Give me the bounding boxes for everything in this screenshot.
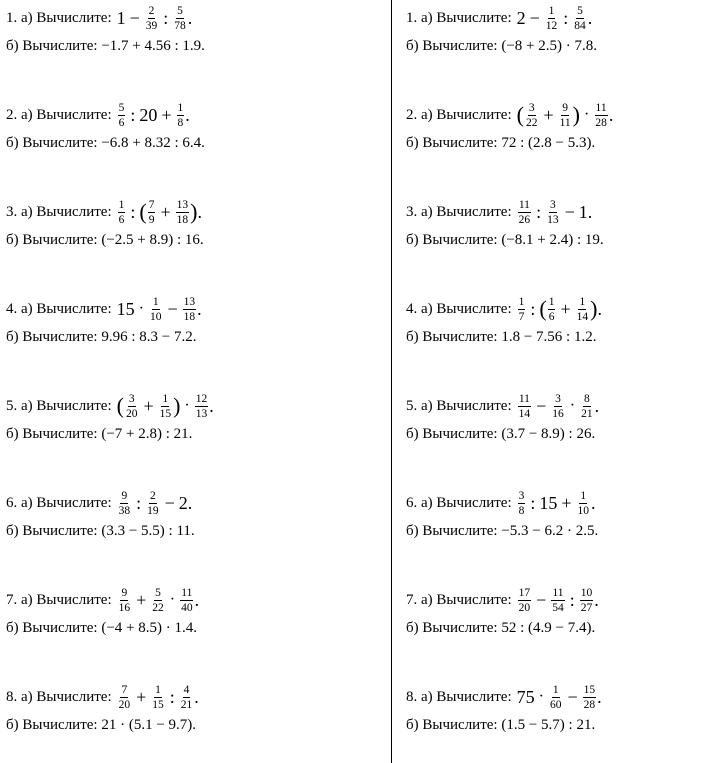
number: 1.: [578, 202, 593, 222]
task-part-a: [406, 295, 602, 323]
operator: :: [130, 105, 136, 125]
number: .: [197, 202, 202, 222]
parenthesis: (: [516, 102, 524, 127]
fraction-denominator: 13: [195, 407, 208, 420]
task-part-a: [6, 489, 192, 517]
fraction: [195, 393, 209, 420]
fraction: [576, 296, 590, 323]
column-divider: [391, 0, 392, 763]
task-label: 2. а) Вычислите:: [406, 107, 512, 123]
operator: −: [536, 396, 547, 416]
fraction-denominator: 11: [559, 116, 571, 129]
task-part-a: [406, 101, 613, 129]
fraction: [518, 490, 526, 517]
variant-right-column: [406, 0, 700, 763]
operator: +: [543, 105, 554, 125]
fraction-numerator: 3: [550, 198, 556, 211]
math-expression: [117, 199, 202, 226]
fraction-numerator: 8: [583, 392, 590, 405]
multiply-operator: ·: [169, 591, 176, 608]
fraction-numerator: 3: [518, 489, 525, 502]
fraction-denominator: 39: [145, 19, 158, 32]
operator: :: [530, 493, 536, 513]
fraction-numerator: 1: [162, 392, 169, 405]
fraction-numerator: 7: [148, 198, 155, 211]
fraction-numerator: 2: [150, 489, 156, 502]
fraction: [145, 5, 159, 32]
task-label: 3. а) Вычислите:: [6, 204, 112, 220]
fraction-denominator: 8: [177, 116, 184, 129]
fraction-numerator: 9: [121, 489, 128, 502]
operator: −: [164, 493, 175, 513]
fraction-denominator: 22: [152, 601, 164, 614]
number: .: [587, 8, 593, 28]
task-part-b: б) Вычислите: (3.7 − 8.9) : 26.: [406, 426, 596, 442]
fraction: [518, 296, 526, 323]
task-part-a: [406, 586, 599, 614]
operator: −: [529, 8, 540, 28]
fraction: [551, 587, 565, 614]
task-label: 6. а) Вычислите:: [6, 495, 112, 511]
fraction-denominator: 26: [518, 213, 531, 226]
fraction: [549, 684, 563, 711]
fraction-denominator: 60: [549, 698, 562, 711]
task-label: 7. а) Вычислите:: [406, 592, 512, 608]
fraction: [176, 199, 190, 226]
fraction-numerator: 15: [583, 683, 596, 696]
task-part-b: б) Вычислите: −1.7 + 4.56 : 1.9.: [6, 38, 205, 54]
task-label: 4. а) Вычислите:: [406, 301, 512, 317]
fraction: [580, 393, 594, 420]
task-part-b: б) Вычислите: (−7 + 2.8) : 21.: [6, 426, 193, 442]
fraction: [548, 296, 556, 323]
multiply-operator: ·: [569, 397, 576, 414]
fraction-denominator: 38: [118, 504, 131, 517]
fraction: [159, 393, 173, 420]
parenthesis: ): [190, 199, 198, 224]
fraction-numerator: 1: [152, 295, 159, 308]
task-part-b: б) Вычислите: −6.8 + 8.32 : 6.4.: [6, 135, 205, 151]
fraction-denominator: 9: [148, 213, 155, 226]
math-expression: [517, 684, 602, 711]
task-label: 8. а) Вычислите:: [406, 689, 512, 705]
fraction-numerator: 1: [579, 295, 586, 308]
number: .: [194, 687, 199, 707]
math-expression: [117, 490, 193, 517]
fraction-denominator: 19: [147, 504, 159, 517]
operator: :: [563, 8, 569, 28]
fraction-denominator: 27: [580, 601, 593, 614]
fraction-denominator: 14: [576, 310, 589, 323]
fraction-denominator: 20: [118, 698, 131, 711]
operator: +: [161, 105, 172, 125]
number: .: [597, 687, 602, 707]
operator: :: [169, 687, 175, 707]
operator: :: [163, 8, 169, 28]
task-part-b: б) Вычислите: (1.5 − 5.7) : 21.: [406, 717, 596, 733]
multiply-operator: ·: [538, 688, 544, 705]
fraction: [118, 102, 126, 129]
operator: +: [560, 299, 571, 319]
fraction-numerator: 10: [580, 586, 593, 599]
task-part-b: б) Вычислите: 72 : (2.8 − 5.3).: [406, 135, 596, 151]
fraction: [525, 102, 539, 129]
task-part-b: б) Вычислите: 9.96 : 8.3 − 7.2.: [6, 329, 197, 345]
task-part-a: [6, 586, 199, 614]
fraction-numerator: 5: [577, 4, 583, 17]
fraction-numerator: 3: [128, 392, 135, 405]
fraction-numerator: 11: [181, 586, 193, 599]
fraction: [546, 199, 560, 226]
fraction-denominator: 20: [518, 601, 531, 614]
fraction: [148, 199, 156, 226]
math-expression: [517, 296, 602, 323]
operator: :: [569, 590, 575, 610]
fraction-numerator: 12: [195, 392, 208, 405]
fraction: [173, 5, 187, 32]
number: .: [594, 590, 599, 610]
fraction-numerator: 1: [548, 295, 555, 308]
fraction: [518, 199, 532, 226]
fraction: [559, 102, 572, 129]
operator: +: [561, 493, 572, 513]
task-label: 8. а) Вычислите:: [6, 689, 112, 705]
fraction-denominator: 20: [125, 407, 138, 420]
fraction: [180, 684, 194, 711]
operator: −: [564, 202, 575, 222]
number: 2: [516, 8, 526, 28]
number: .: [608, 105, 614, 125]
operator: −: [536, 590, 547, 610]
fraction: [118, 587, 132, 614]
number: 15: [539, 493, 558, 513]
fraction-numerator: 13: [183, 295, 196, 308]
number: 75: [516, 687, 535, 707]
fraction-numerator: 1: [177, 101, 184, 114]
task-part-b: б) Вычислите: (−2.5 + 8.9) : 16.: [6, 232, 204, 248]
task-label: 1. а) Вычислите:: [406, 10, 512, 26]
math-expression: [117, 296, 202, 323]
task-part-a: [406, 4, 592, 32]
fraction-numerator: 11: [595, 101, 607, 114]
fraction-numerator: 1: [155, 683, 161, 696]
task-label: 5. а) Вычислите:: [6, 398, 112, 414]
math-expression: [517, 102, 614, 129]
task-part-b: б) Вычислите: 21 · (5.1 − 9.7).: [6, 717, 197, 733]
fraction-numerator: 11: [518, 198, 530, 211]
math-expression: [117, 587, 199, 614]
fraction-denominator: 6: [548, 310, 555, 323]
task-label: 1. а) Вычислите:: [6, 10, 112, 26]
fraction: [180, 587, 194, 614]
fraction-denominator: 10: [149, 310, 162, 323]
fraction-numerator: 3: [528, 101, 535, 114]
fraction-denominator: 22: [525, 116, 538, 129]
fraction-numerator: 9: [121, 586, 128, 599]
multiply-operator: ·: [184, 397, 190, 414]
task-part-a: [6, 198, 202, 226]
fraction-numerator: 9: [562, 101, 568, 114]
fraction-numerator: 13: [176, 198, 189, 211]
task-label: 6. а) Вычислите:: [406, 495, 512, 511]
fraction-denominator: 15: [159, 407, 172, 420]
task-part-b: б) Вычислите: 1.8 − 7.56 : 1.2.: [406, 329, 597, 345]
number: .: [194, 590, 200, 610]
fraction-numerator: 5: [177, 4, 183, 17]
fraction: [151, 684, 165, 711]
fraction-denominator: 6: [118, 116, 125, 129]
fraction-numerator: 1: [552, 683, 559, 696]
fraction: [545, 5, 559, 32]
multiply-operator: ·: [584, 106, 590, 123]
fraction: [118, 490, 132, 517]
fraction-denominator: 12: [545, 19, 558, 32]
fraction-numerator: 4: [183, 683, 190, 696]
task-part-a: [6, 683, 199, 711]
task-part-a: [6, 295, 202, 323]
fraction: [518, 393, 532, 420]
fraction-denominator: 18: [183, 310, 196, 323]
task-label: 5. а) Вычислите:: [406, 398, 512, 414]
parenthesis: (: [139, 199, 147, 224]
math-expression: [517, 490, 596, 517]
parenthesis: (: [116, 393, 124, 418]
operator: +: [136, 590, 147, 610]
fraction-numerator: 1: [518, 295, 525, 308]
operator: −: [129, 8, 140, 28]
fraction: [580, 587, 594, 614]
fraction-denominator: 16: [118, 601, 131, 614]
fraction-denominator: 40: [181, 601, 193, 614]
task-label: 4. а) Вычислите:: [6, 301, 112, 317]
math-expression: [117, 102, 190, 129]
task-label: 7. а) Вычислите:: [6, 592, 112, 608]
math-expression: [517, 199, 593, 226]
parenthesis: (: [539, 296, 547, 321]
fraction: [183, 296, 197, 323]
operator: :: [136, 493, 142, 513]
fraction-numerator: 17: [518, 586, 531, 599]
fraction-numerator: 5: [118, 101, 125, 114]
fraction: [146, 490, 160, 517]
task-part-b: б) Вычислите: (−4 + 8.5) · 1.4.: [6, 620, 197, 636]
fraction-denominator: 84: [574, 19, 586, 32]
fraction: [118, 199, 126, 226]
parenthesis: ): [173, 393, 181, 418]
task-label: 2. а) Вычислите:: [6, 107, 112, 123]
math-expression: [117, 684, 199, 711]
task-part-b: б) Вычислите: (3.3 − 5.5) : 11.: [6, 523, 195, 539]
fraction-numerator: 2: [148, 4, 155, 17]
operator: :: [536, 202, 542, 222]
task-part-a: [406, 392, 599, 420]
operator: −: [167, 299, 178, 319]
fraction-denominator: 21: [581, 407, 593, 420]
number: 2.: [178, 493, 193, 513]
fraction-denominator: 78: [174, 19, 186, 32]
fraction-numerator: 11: [518, 392, 530, 405]
task-part-a: [406, 489, 596, 517]
variant-left-column: [6, 0, 386, 763]
fraction-numerator: 1: [118, 198, 125, 211]
operator: +: [160, 202, 171, 222]
fraction-denominator: 10: [577, 504, 590, 517]
fraction-denominator: 13: [547, 213, 559, 226]
operator: :: [530, 299, 536, 319]
fraction: [151, 587, 165, 614]
fraction: [573, 5, 587, 32]
fraction-denominator: 14: [518, 407, 531, 420]
number: .: [187, 8, 193, 28]
operator: :: [130, 202, 136, 222]
fraction-denominator: 54: [552, 601, 564, 614]
number: .: [594, 396, 600, 416]
fraction-denominator: 28: [595, 116, 607, 129]
task-part-a: [6, 4, 192, 32]
task-part-a: [406, 683, 602, 711]
fraction-numerator: 1: [580, 489, 587, 502]
math-expression: [117, 5, 193, 32]
number: .: [185, 105, 190, 125]
fraction-denominator: 28: [583, 698, 596, 711]
parenthesis: ): [572, 102, 580, 127]
math-expression: [517, 587, 599, 614]
number: .: [209, 396, 214, 416]
fraction: [518, 587, 532, 614]
task-part-a: [6, 101, 190, 129]
number: .: [597, 299, 602, 319]
number: 15: [116, 299, 135, 319]
fraction-denominator: 7: [518, 310, 525, 323]
fraction: [125, 393, 139, 420]
fraction-denominator: 8: [518, 504, 525, 517]
parenthesis: ): [590, 296, 598, 321]
fraction-denominator: 15: [152, 698, 164, 711]
operator: +: [143, 396, 154, 416]
task-part-a: [406, 198, 592, 226]
fraction: [177, 102, 185, 129]
math-expression: [117, 393, 214, 420]
number: .: [591, 493, 596, 513]
task-label: 3. а) Вычислите:: [406, 204, 512, 220]
fraction: [551, 393, 565, 420]
fraction-numerator: 1: [548, 4, 555, 17]
task-part-b: б) Вычислите: 52 : (4.9 − 7.4).: [406, 620, 596, 636]
task-part-a: [6, 392, 214, 420]
fraction: [149, 296, 163, 323]
number: 1: [116, 8, 126, 28]
math-expression: [517, 5, 593, 32]
multiply-operator: ·: [138, 300, 144, 317]
number: .: [197, 299, 202, 319]
fraction-numerator: 7: [121, 683, 128, 696]
task-part-b: б) Вычислите: −5.3 − 6.2 · 2.5.: [406, 523, 599, 539]
fraction-denominator: 21: [180, 698, 193, 711]
fraction: [577, 490, 591, 517]
fraction-denominator: 6: [118, 213, 125, 226]
fraction-numerator: 3: [555, 392, 561, 405]
fraction: [594, 102, 608, 129]
operator: −: [567, 687, 578, 707]
operator: +: [136, 687, 147, 707]
fraction-numerator: 11: [552, 586, 564, 599]
fraction-denominator: 18: [176, 213, 189, 226]
fraction-denominator: 16: [552, 407, 564, 420]
math-expression: [517, 393, 599, 420]
task-part-b: б) Вычислите: (−8.1 + 2.4) : 19.: [406, 232, 604, 248]
fraction: [118, 684, 132, 711]
number: 20: [139, 105, 158, 125]
task-part-b: б) Вычислите: (−8 + 2.5) · 7.8.: [406, 38, 597, 54]
fraction: [583, 684, 597, 711]
fraction-numerator: 5: [155, 586, 161, 599]
